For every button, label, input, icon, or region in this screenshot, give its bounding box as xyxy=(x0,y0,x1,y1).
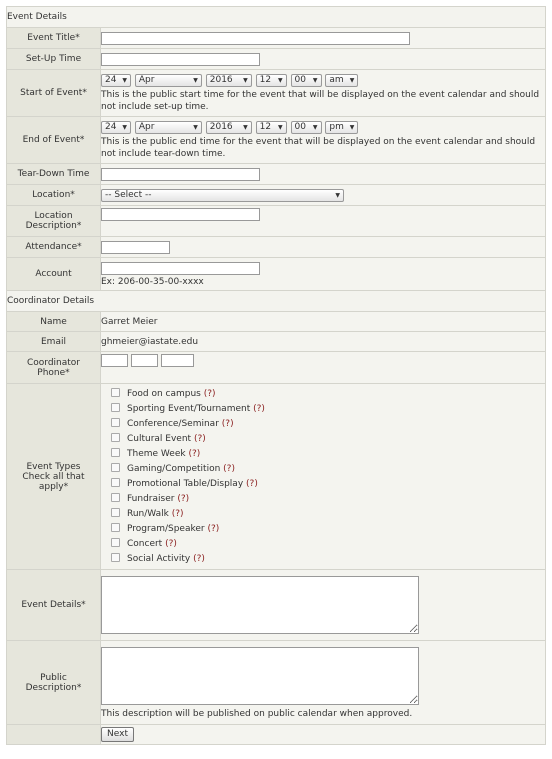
start-ampm-select[interactable]: am ▼ xyxy=(325,74,358,87)
event-type-option[interactable]: Social Activity (?) xyxy=(111,552,545,567)
chevron-down-icon: ▼ xyxy=(122,76,127,84)
next-button[interactable]: Next xyxy=(101,727,134,742)
chevron-down-icon: ▼ xyxy=(122,123,127,131)
checkbox[interactable] xyxy=(111,463,120,472)
checkbox[interactable] xyxy=(111,523,120,532)
location-label: Location* xyxy=(7,185,101,206)
start-minute-select[interactable]: 00 ▼ xyxy=(291,74,322,87)
end-ampm-select[interactable]: pm ▼ xyxy=(325,121,358,134)
event-form xyxy=(6,6,546,745)
end-note: This is the public end time for the event that will be displayed on the event calendar and should not include tear-down time. xyxy=(101,136,536,159)
setup-time-label: Set-Up Time xyxy=(7,49,101,70)
event-title-label: Event Title* xyxy=(7,28,101,49)
event-type-option[interactable]: Conference/Seminar (?) xyxy=(111,417,545,432)
end-hour-select[interactable]: 12 ▼ xyxy=(256,121,287,134)
event-type-option[interactable]: Gaming/Competition (?) xyxy=(111,462,545,477)
event-type-option[interactable]: Food on campus (?) xyxy=(111,387,545,402)
checkbox[interactable] xyxy=(111,448,120,457)
help-icon[interactable]: (?) xyxy=(253,403,265,414)
coordinator-phone-label: Coordinator Phone* xyxy=(7,352,101,384)
section-event-details: Event Details xyxy=(7,7,546,28)
event-type-option[interactable]: Run/Walk (?) xyxy=(111,507,545,522)
event-type-option[interactable]: Program/Speaker (?) xyxy=(111,522,545,537)
public-description-note: This description will be published on public calendar when approved. xyxy=(101,708,413,719)
help-icon[interactable]: (?) xyxy=(165,538,177,549)
start-year-select[interactable]: 2016 ▼ xyxy=(206,74,252,87)
coordinator-email: ghmeier@iastate.edu xyxy=(101,332,546,352)
checkbox[interactable] xyxy=(111,388,120,397)
chevron-down-icon: ▼ xyxy=(312,123,318,131)
event-type-option[interactable]: Sporting Event/Tournament (?) xyxy=(111,402,545,417)
account-input[interactable] xyxy=(101,262,260,275)
help-icon[interactable]: (?) xyxy=(246,478,258,489)
attendance-input[interactable] xyxy=(101,241,170,254)
teardown-time-label: Tear-Down Time xyxy=(7,164,101,185)
checkbox[interactable] xyxy=(111,553,120,562)
checkbox[interactable] xyxy=(111,433,120,442)
checkbox[interactable] xyxy=(111,403,120,412)
help-icon[interactable]: (?) xyxy=(177,493,190,504)
event-type-option[interactable]: Promotional Table/Display (?) xyxy=(111,477,545,492)
help-icon[interactable]: (?) xyxy=(207,523,220,534)
event-type-option[interactable]: Cultural Event (?) xyxy=(111,432,545,447)
name-label: Name xyxy=(7,312,101,332)
chevron-down-icon: ▼ xyxy=(243,123,248,131)
setup-time-input[interactable] xyxy=(101,53,260,66)
help-icon[interactable]: (?) xyxy=(193,553,205,564)
help-icon[interactable]: (?) xyxy=(203,388,216,399)
help-icon[interactable]: (?) xyxy=(171,508,184,519)
chevron-down-icon: ▼ xyxy=(349,123,355,131)
checkbox[interactable] xyxy=(111,508,120,517)
phone-prefix-input[interactable] xyxy=(131,354,158,367)
chevron-down-icon: ▼ xyxy=(349,76,355,84)
event-types-list xyxy=(101,384,546,570)
coordinator-name: Garret Meier xyxy=(101,312,546,332)
location-select[interactable]: -- Select -- ▼ xyxy=(101,189,344,202)
location-description-label: Location Description* xyxy=(7,206,101,237)
checkbox[interactable] xyxy=(111,538,120,547)
attendance-label: Attendance* xyxy=(7,237,101,258)
help-icon[interactable]: (?) xyxy=(223,463,235,474)
event-types-label: Event Types Check all that apply* xyxy=(7,384,101,570)
end-day-select[interactable]: 24 ▼ xyxy=(101,121,131,134)
phone-line-input[interactable] xyxy=(161,354,194,367)
event-type-option[interactable]: Theme Week (?) xyxy=(111,447,545,462)
help-icon[interactable]: (?) xyxy=(193,433,206,444)
checkbox[interactable] xyxy=(111,478,120,487)
teardown-time-input[interactable] xyxy=(101,168,260,181)
end-minute-select[interactable]: 00 ▼ xyxy=(291,121,322,134)
section-coordinator-details: Coordinator Details xyxy=(7,291,546,312)
help-icon[interactable]: (?) xyxy=(221,418,234,429)
account-label: Account xyxy=(7,258,101,291)
checkbox[interactable] xyxy=(111,493,120,502)
chevron-down-icon: ▼ xyxy=(193,76,198,84)
start-note: This is the public start time for the event that will be displayed on the event calendar and should not include set-up time. xyxy=(101,89,540,112)
event-details-label: Event Details* xyxy=(7,570,101,641)
help-icon[interactable]: (?) xyxy=(188,448,201,459)
empty-label-cell xyxy=(7,725,101,745)
chevron-down-icon: ▼ xyxy=(335,191,340,199)
public-description-label: Public Description* xyxy=(7,641,101,725)
start-of-event-label: Start of Event* xyxy=(7,70,101,117)
end-month-select[interactable]: Apr ▼ xyxy=(135,121,202,134)
start-hour-select[interactable]: 12 ▼ xyxy=(256,74,287,87)
phone-area-input[interactable] xyxy=(101,354,128,367)
chevron-down-icon: ▼ xyxy=(243,76,248,84)
chevron-down-icon: ▼ xyxy=(278,123,283,131)
event-type-option[interactable]: Fundraiser (?) xyxy=(111,492,545,507)
email-label: Email xyxy=(7,332,101,352)
start-day-select[interactable]: 24 ▼ xyxy=(101,74,131,87)
chevron-down-icon: ▼ xyxy=(278,76,283,84)
event-type-option[interactable]: Concert (?) xyxy=(111,537,545,552)
event-details-textarea[interactable] xyxy=(101,576,419,634)
chevron-down-icon: ▼ xyxy=(193,123,198,131)
chevron-down-icon: ▼ xyxy=(312,76,318,84)
checkbox[interactable] xyxy=(111,418,120,427)
start-month-select[interactable]: Apr ▼ xyxy=(135,74,202,87)
location-description-input[interactable] xyxy=(101,208,260,221)
end-of-event-label: End of Event* xyxy=(7,117,101,164)
event-title-input[interactable] xyxy=(101,32,410,45)
public-description-textarea[interactable] xyxy=(101,647,419,705)
end-year-select[interactable]: 2016 ▼ xyxy=(206,121,252,134)
account-hint: Ex: 206-00-35-00-xxxx xyxy=(101,276,204,287)
